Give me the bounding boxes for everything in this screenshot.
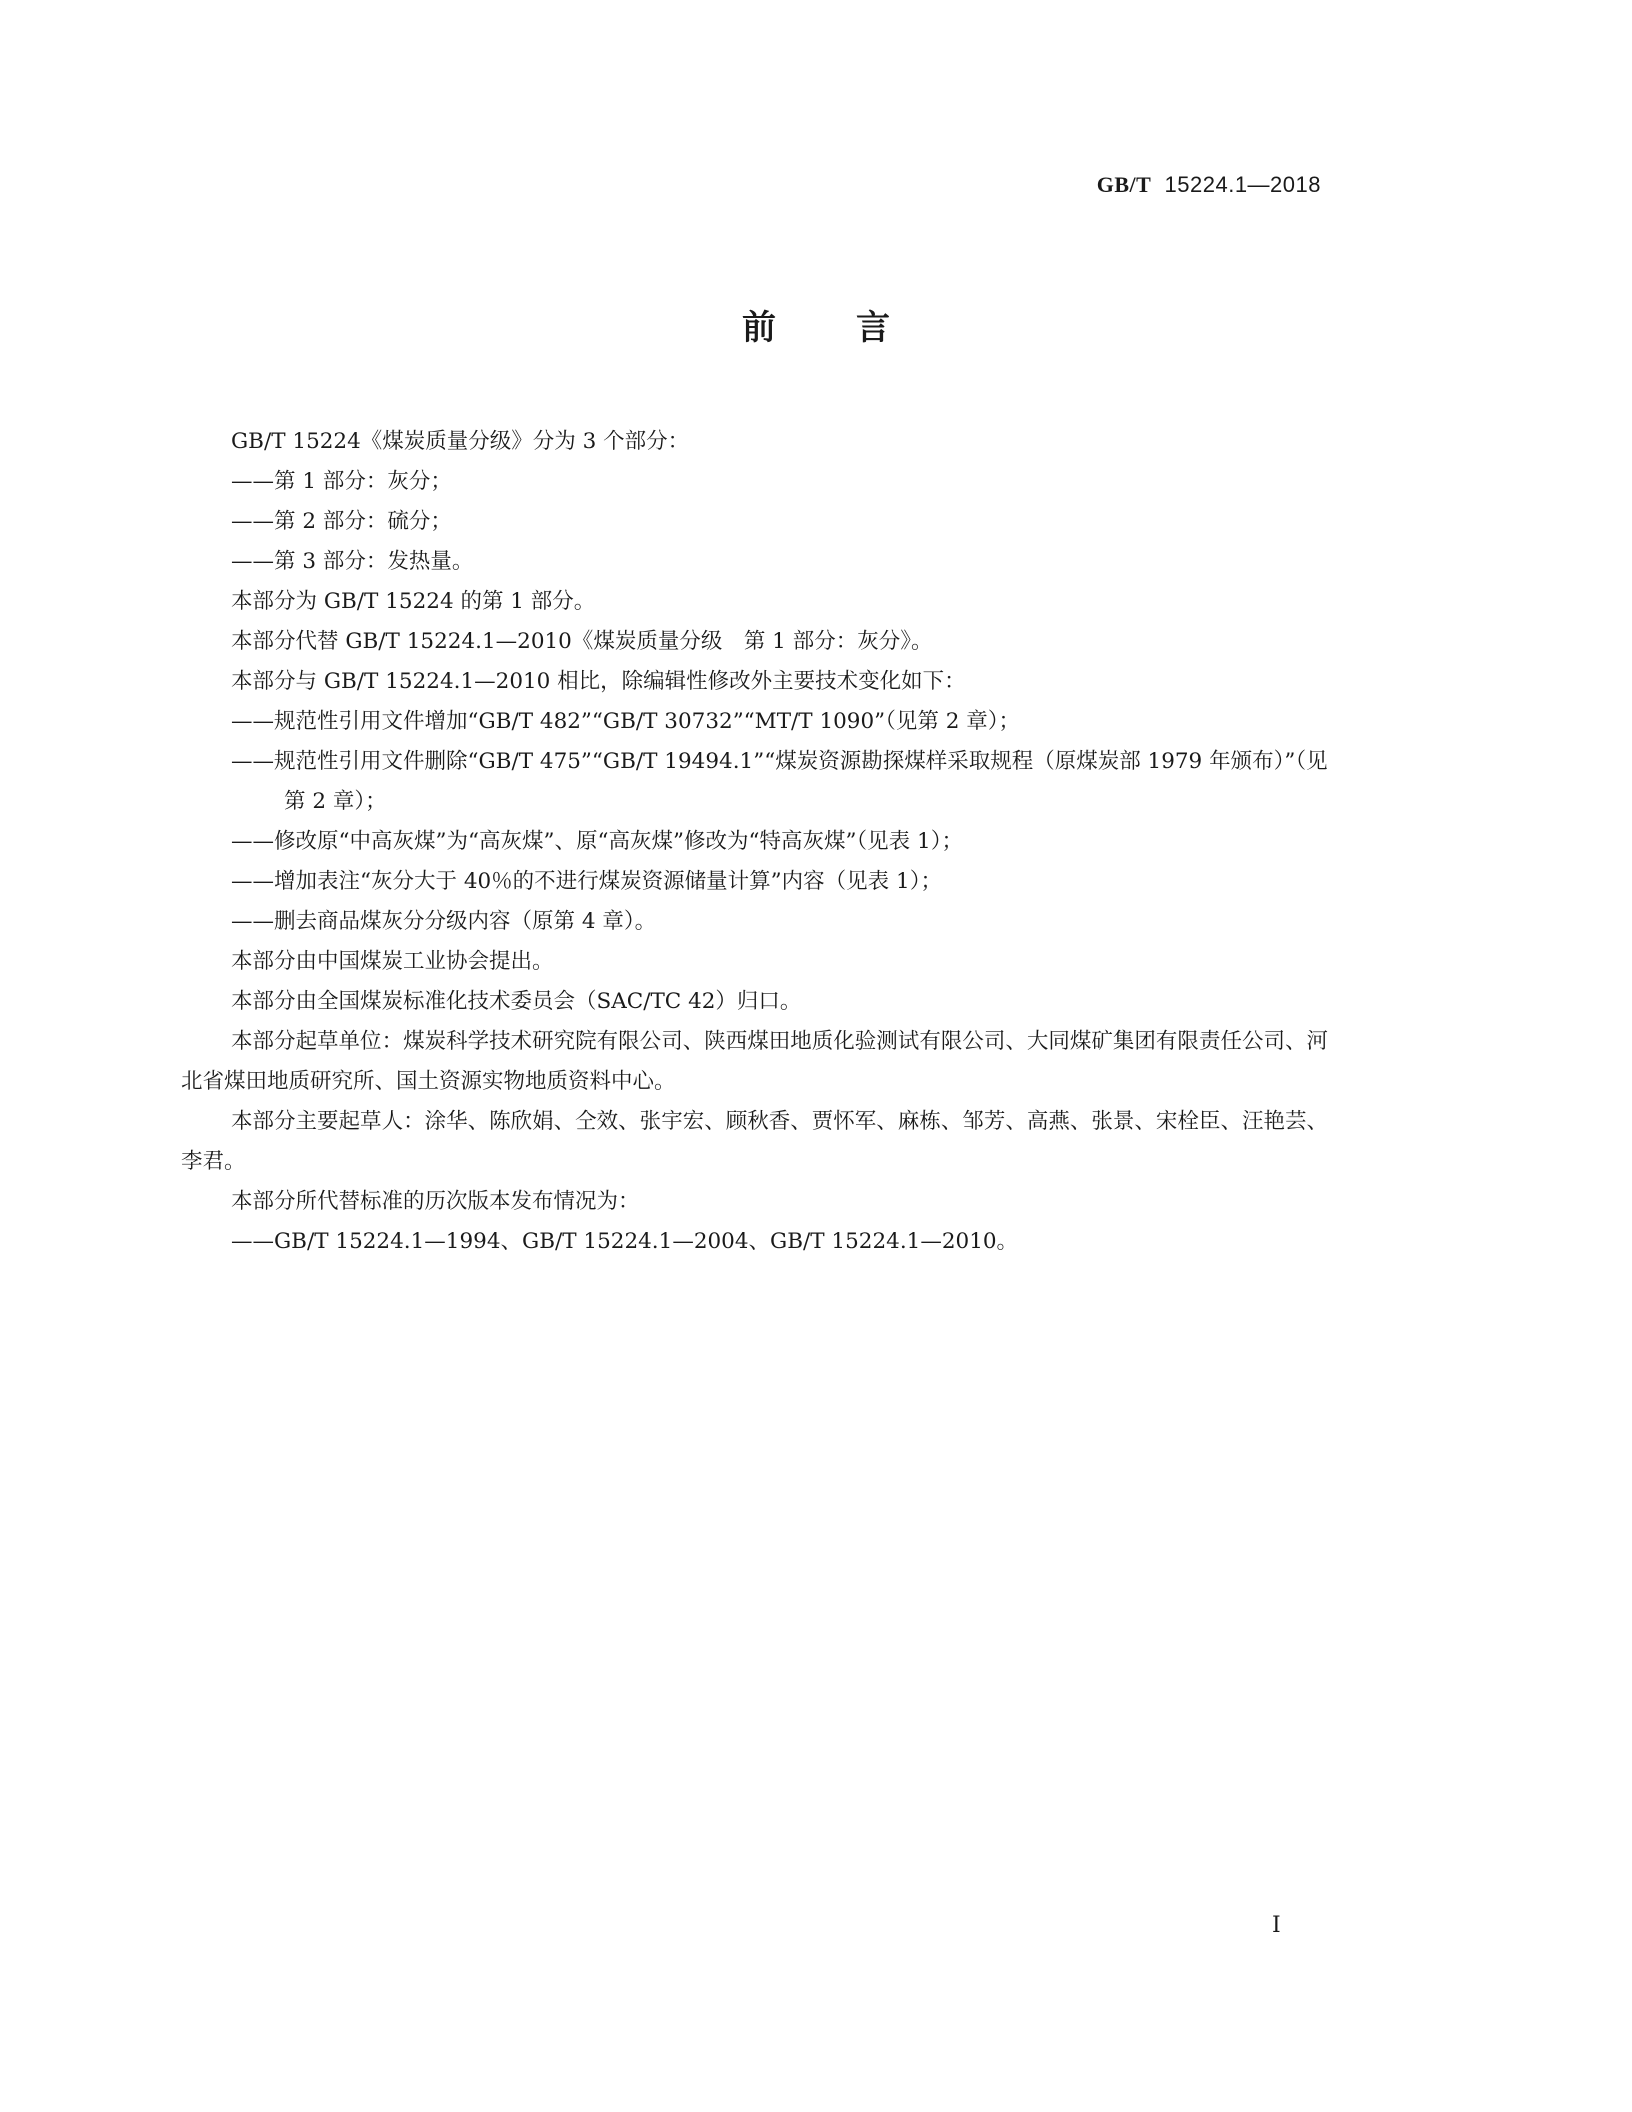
list-item-part-3: ——第 3 部分：发热量。 xyxy=(231,549,474,574)
page-number: I xyxy=(1272,1913,1281,1938)
page-title: 前言 xyxy=(742,308,970,348)
standard-code-prefix: GB/T xyxy=(1096,172,1152,197)
foreword-body xyxy=(181,422,1328,1262)
paragraph-parts-intro: GB/T 15224《煤炭质量分级》分为 3 个部分： xyxy=(231,429,690,454)
list-item-part-2: ——第 2 部分：硫分； xyxy=(231,509,452,534)
list-item-part-1: ——第 1 部分：灰分； xyxy=(231,469,452,494)
paragraph-proposed-by: 本部分由中国煤炭工业协会提出。 xyxy=(231,949,554,974)
list-item-change-table-note: ——增加表注“灰分大于 40％的不进行煤炭资源储量计算”内容（见表 1）； xyxy=(231,869,942,894)
paragraph-changes-intro: 本部分与 GB/T 15224.1—2010 相比，除编辑性修改外主要技术变化如下： xyxy=(231,669,966,694)
list-item-history-versions: ——GB/T 15224.1—1994、GB/T 15224.1—2004、GB/T 15224.1—2010。 xyxy=(231,1229,1019,1254)
paragraph-this-part: 本部分为 GB/T 15224 的第 1 部分。 xyxy=(231,589,596,614)
list-item-change-added-refs: ——规范性引用文件增加“GB/T 482”“GB/T 30732”“MT/T 1090”（见第 2 章）； xyxy=(231,709,1021,734)
list-item-change-renamed: ——修改原“中高灰煤”为“高灰煤”、原“高灰煤”修改为“特高灰煤”（见表 1）； xyxy=(231,829,963,854)
paragraph-centralized-by: 本部分由全国煤炭标准化技术委员会（SAC/TC 42）归口。 xyxy=(231,989,802,1014)
paragraph-drafters: 本部分主要起草人：涂华、陈欣娟、仝效、张宇宏、顾秋香、贾怀军、麻栋、邹芳、高燕、张景、宋栓臣、汪艳芸、李君。 xyxy=(181,1109,1328,1174)
paragraph-drafting-units: 本部分起草单位：煤炭科学技术研究院有限公司、陕西煤田地质化验测试有限公司、大同煤矿集团有限责任公司、河北省煤田地质研究所、国土资源实物地质资料中心。 xyxy=(181,1029,1328,1094)
standard-code-number: 15224.1—2018 xyxy=(1164,172,1321,197)
paragraph-replaces: 本部分代替 GB/T 15224.1—2010《煤炭质量分级 第 1 部分：灰分》。 xyxy=(231,629,933,654)
standard-code xyxy=(1097,172,1321,198)
list-item-change-deleted: ——删去商品煤灰分分级内容（原第 4 章）。 xyxy=(231,909,657,934)
list-item-change-removed-refs: ——规范性引用文件删除“GB/T 475”“GB/T 19494.1”“煤炭资源勘探煤样采取规程（原煤炭部 1979 年颁布）”（见第 2 章）； xyxy=(231,749,1328,814)
paragraph-history-intro: 本部分所代替标准的历次版本发布情况为： xyxy=(231,1189,640,1214)
